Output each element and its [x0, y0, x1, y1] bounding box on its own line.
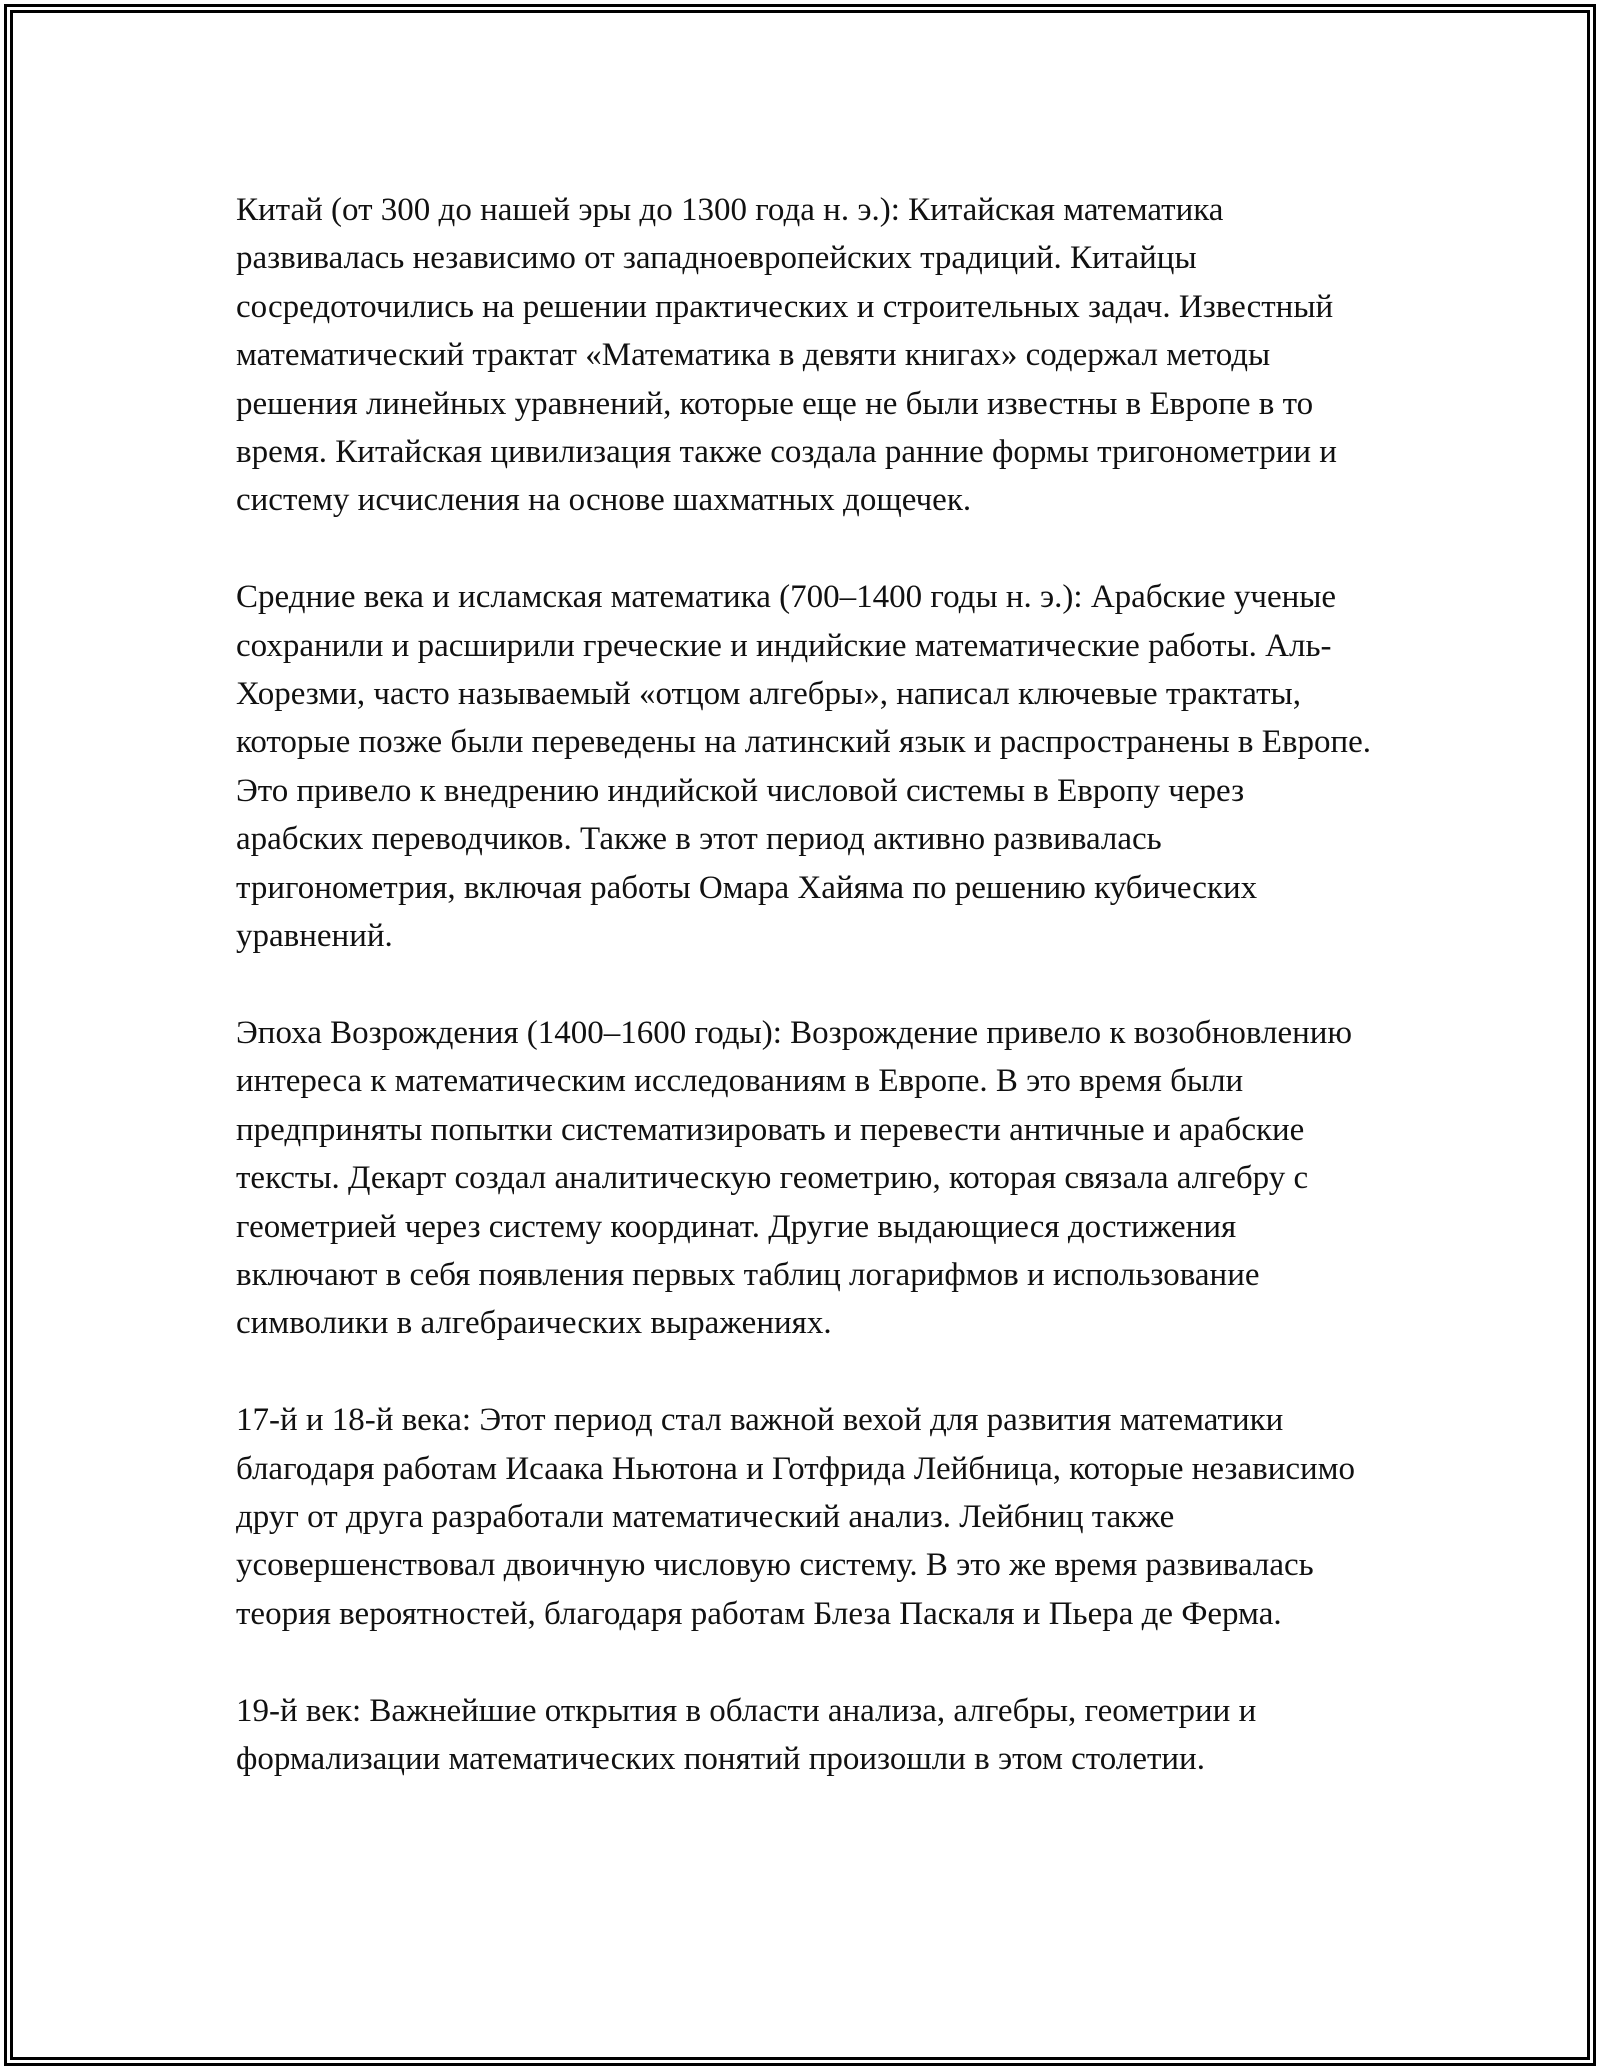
paragraph-19-century: 19-й век: Важнейшие открытия в области анализа, алгебры, геометрии и формализации математических понятий произошли в этом столетии. — [236, 1692, 1257, 1777]
paragraph-china: Китай (от 300 до нашей эры до 1300 года н. э.): Китайская математика развивалась независимо от западноевропейских традиций. Китайцы сосредоточились на решении практических и строительных задач. Известный математический трактат «Математика в девяти книгах» содержал методы решения линейных уравнений, которые еще не были известны в Европе в то время. Китайская цивилизация также создала ранние формы тригонометрии и систему исчисления на основе шахматных дощечек. — [236, 192, 1337, 519]
paragraph-17-18-centuries: 17-й и 18-й века: Этот период стал важной вехой для развития математики благодаря работам Исаака Ньютона и Готфрида Лейбница, которые независимо друг от друга разработали математический анализ. Лейбниц также усовершенствовал двоичную числовую систему. В это же время развивалась теория вероятностей, благодаря работам Блеза Паскаля и Пьера де Ферма. — [236, 1402, 1356, 1632]
paragraph-islamic-mathematics: Средние века и исламская математика (700–1400 годы н. э.): Арабские ученые сохранили и расширили греческие и индийские математические работы. Аль-Хорезми, часто называемый «отцом алгебры», написал ключевые трактаты, которые позже были переведены на латинский язык и распространены в Европе. Это привело к внедрению индийской числовой системы в Европу через арабских переводчиков. Также в этот период активно развивалась тригонометрия, включая работы Омара Хайяма по решению кубических уравнений. — [236, 579, 1372, 955]
document-body — [236, 186, 1376, 1783]
paragraph-renaissance: Эпоха Возрождения (1400–1600 годы): Возрождение привело к возобновлению интереса к математическим исследованиям в Европе. В это время были предприняты попытки систематизировать и перевести античные и арабские тексты. Декарт создал аналитическую геометрию, которая связала алгебру с геометрией через систему координат. Другие выдающиеся достижения включают в себя появления первых таблиц логарифмов и использование символики в алгебраических выражениях. — [236, 1014, 1353, 1342]
